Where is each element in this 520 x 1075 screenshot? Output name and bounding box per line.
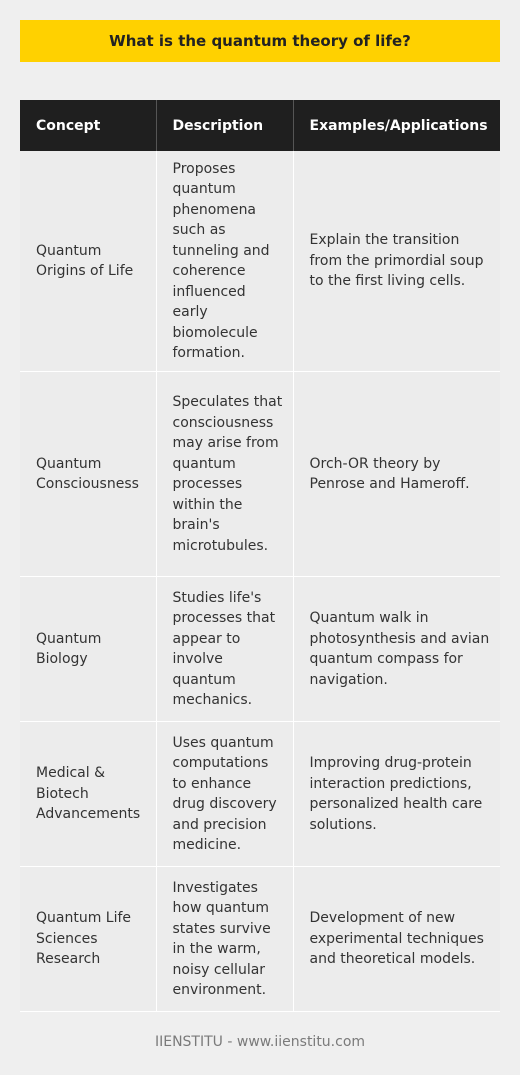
cell-concept: Quantum Biology xyxy=(20,577,156,722)
cell-description: Proposes quantum phenomena such as tunneling and coherence influenced early biomolecule formation. xyxy=(156,151,293,372)
cell-concept: Quantum Origins of Life xyxy=(20,151,156,372)
concept-table xyxy=(20,100,500,1012)
table-row xyxy=(20,867,500,1012)
cell-concept: Quantum Life Sciences Research xyxy=(20,867,156,1012)
cell-description: Investigates how quantum states survive in the warm, noisy cellular environment. xyxy=(156,867,293,1012)
header-examples: Examples/Applications xyxy=(293,100,500,151)
table-row xyxy=(20,577,500,722)
table-row xyxy=(20,151,500,372)
cell-examples: Quantum walk in photosynthesis and avian quantum compass for navigation. xyxy=(293,577,500,722)
cell-examples: Explain the transition from the primordial soup to the first living cells. xyxy=(293,151,500,372)
cell-examples: Development of new experimental techniques and theoretical models. xyxy=(293,867,500,1012)
cell-examples: Improving drug-protein interaction predictions, personalized health care solutions. xyxy=(293,722,500,867)
header-concept: Concept xyxy=(20,100,156,151)
table-header-row xyxy=(20,100,500,151)
cell-description: Speculates that consciousness may arise from quantum processes within the brain's microtubules. xyxy=(156,372,293,577)
cell-concept: Medical & Biotech Advancements xyxy=(20,722,156,867)
footer-credit: IIENSTITU - www.iienstitu.com xyxy=(154,1034,366,1050)
table-row xyxy=(20,372,500,577)
header-description: Description xyxy=(156,100,293,151)
page-title: What is the quantum theory of life? xyxy=(20,20,500,62)
cell-description: Uses quantum computations to enhance drug discovery and precision medicine. xyxy=(156,722,293,867)
cell-concept: Quantum Consciousness xyxy=(20,372,156,577)
table-row xyxy=(20,722,500,867)
cell-description: Studies life's processes that appear to involve quantum mechanics. xyxy=(156,577,293,722)
cell-examples: Orch-OR theory by Penrose and Hameroff. xyxy=(293,372,500,577)
